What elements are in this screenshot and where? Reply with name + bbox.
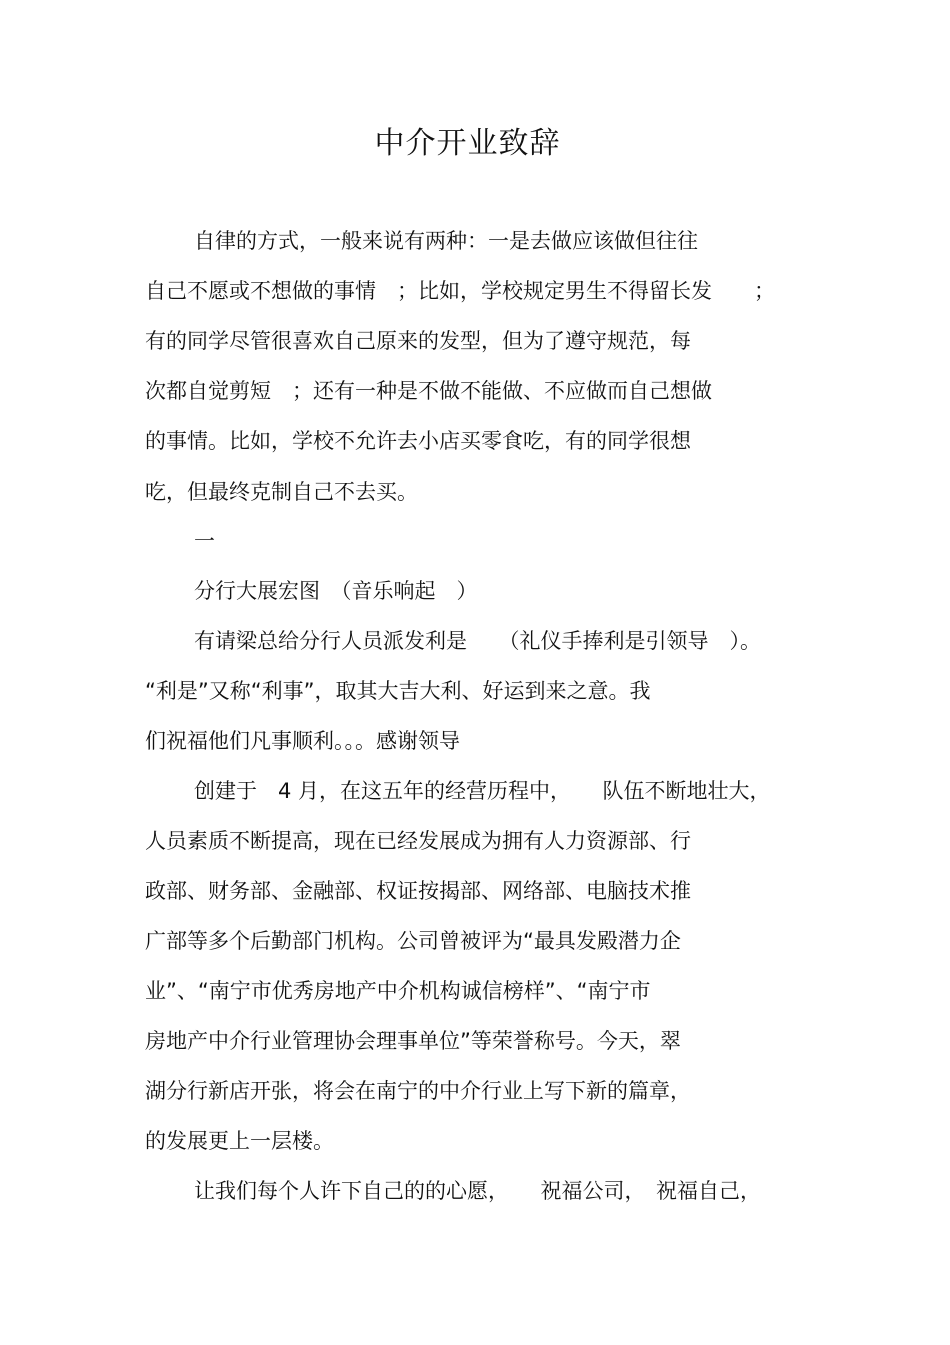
paragraph-line: 创建于 4 月，在这五年的经营历程中， 队伍不断地壮大，: [194, 779, 771, 803]
paragraph-line: 次都自觉剪短 ；还有一种是不做不能做、不应做而自己想做: [145, 379, 712, 403]
paragraph-line: 有请梁总给分行人员派发利是 （礼仪手捧利是引领导 ）。: [194, 629, 761, 653]
paragraph-line: 自己不愿或不想做的事情 ；比如，学校规定男生不得留长发 ；: [145, 279, 775, 303]
paragraph-line: 的发展更上一层楼。: [145, 1129, 334, 1153]
paragraph-line: 吃，但最终克制自己不去买。: [145, 480, 418, 504]
paragraph-line: 房地产中介行业管理协会理事单位”等荣誉称号。今天，翠: [145, 1029, 681, 1053]
paragraph-line: 一: [194, 529, 215, 553]
paragraph-line: 的事情。比如，学校不允许去小店买零食吃，有的同学很想: [145, 429, 691, 453]
paragraph-line: 自律的方式，一般来说有两种：一是去做应该做但往往: [194, 229, 698, 253]
paragraph-line: 让我们每个人许下自己的的心愿， 祝福公司， 祝福自己，: [194, 1179, 761, 1203]
paragraph-line: 广部等多个后勤部门机构。公司曾被评为“最具发殿潜力企: [145, 929, 681, 953]
paragraph-line: 们祝福他们凡事顺利。。。感谢领导: [145, 729, 460, 753]
document-title: 中介开业致辞: [374, 126, 561, 161]
paragraph-line: 人员素质不断提高，现在已经发展成为拥有人力资源部、行: [145, 829, 691, 853]
paragraph-line: 分行大展宏图 （音乐响起 ）: [194, 579, 478, 603]
paragraph-line: 业”、“南宁市优秀房地产中介机构诚信榜样”、“南宁市: [145, 979, 651, 1003]
paragraph-line: 湖分行新店开张，将会在南宁的中介行业上写下新的篇章，: [145, 1079, 691, 1103]
paragraph-line: 政部、财务部、金融部、权证按揭部、网络部、电脑技术推: [145, 879, 691, 903]
paragraph-line: 有的同学尽管很喜欢自己原来的发型，但为了遵守规范，每: [145, 329, 691, 353]
paragraph-line: “利是”又称“利事”，取其大吉大利、好运到来之意。我: [145, 679, 651, 703]
